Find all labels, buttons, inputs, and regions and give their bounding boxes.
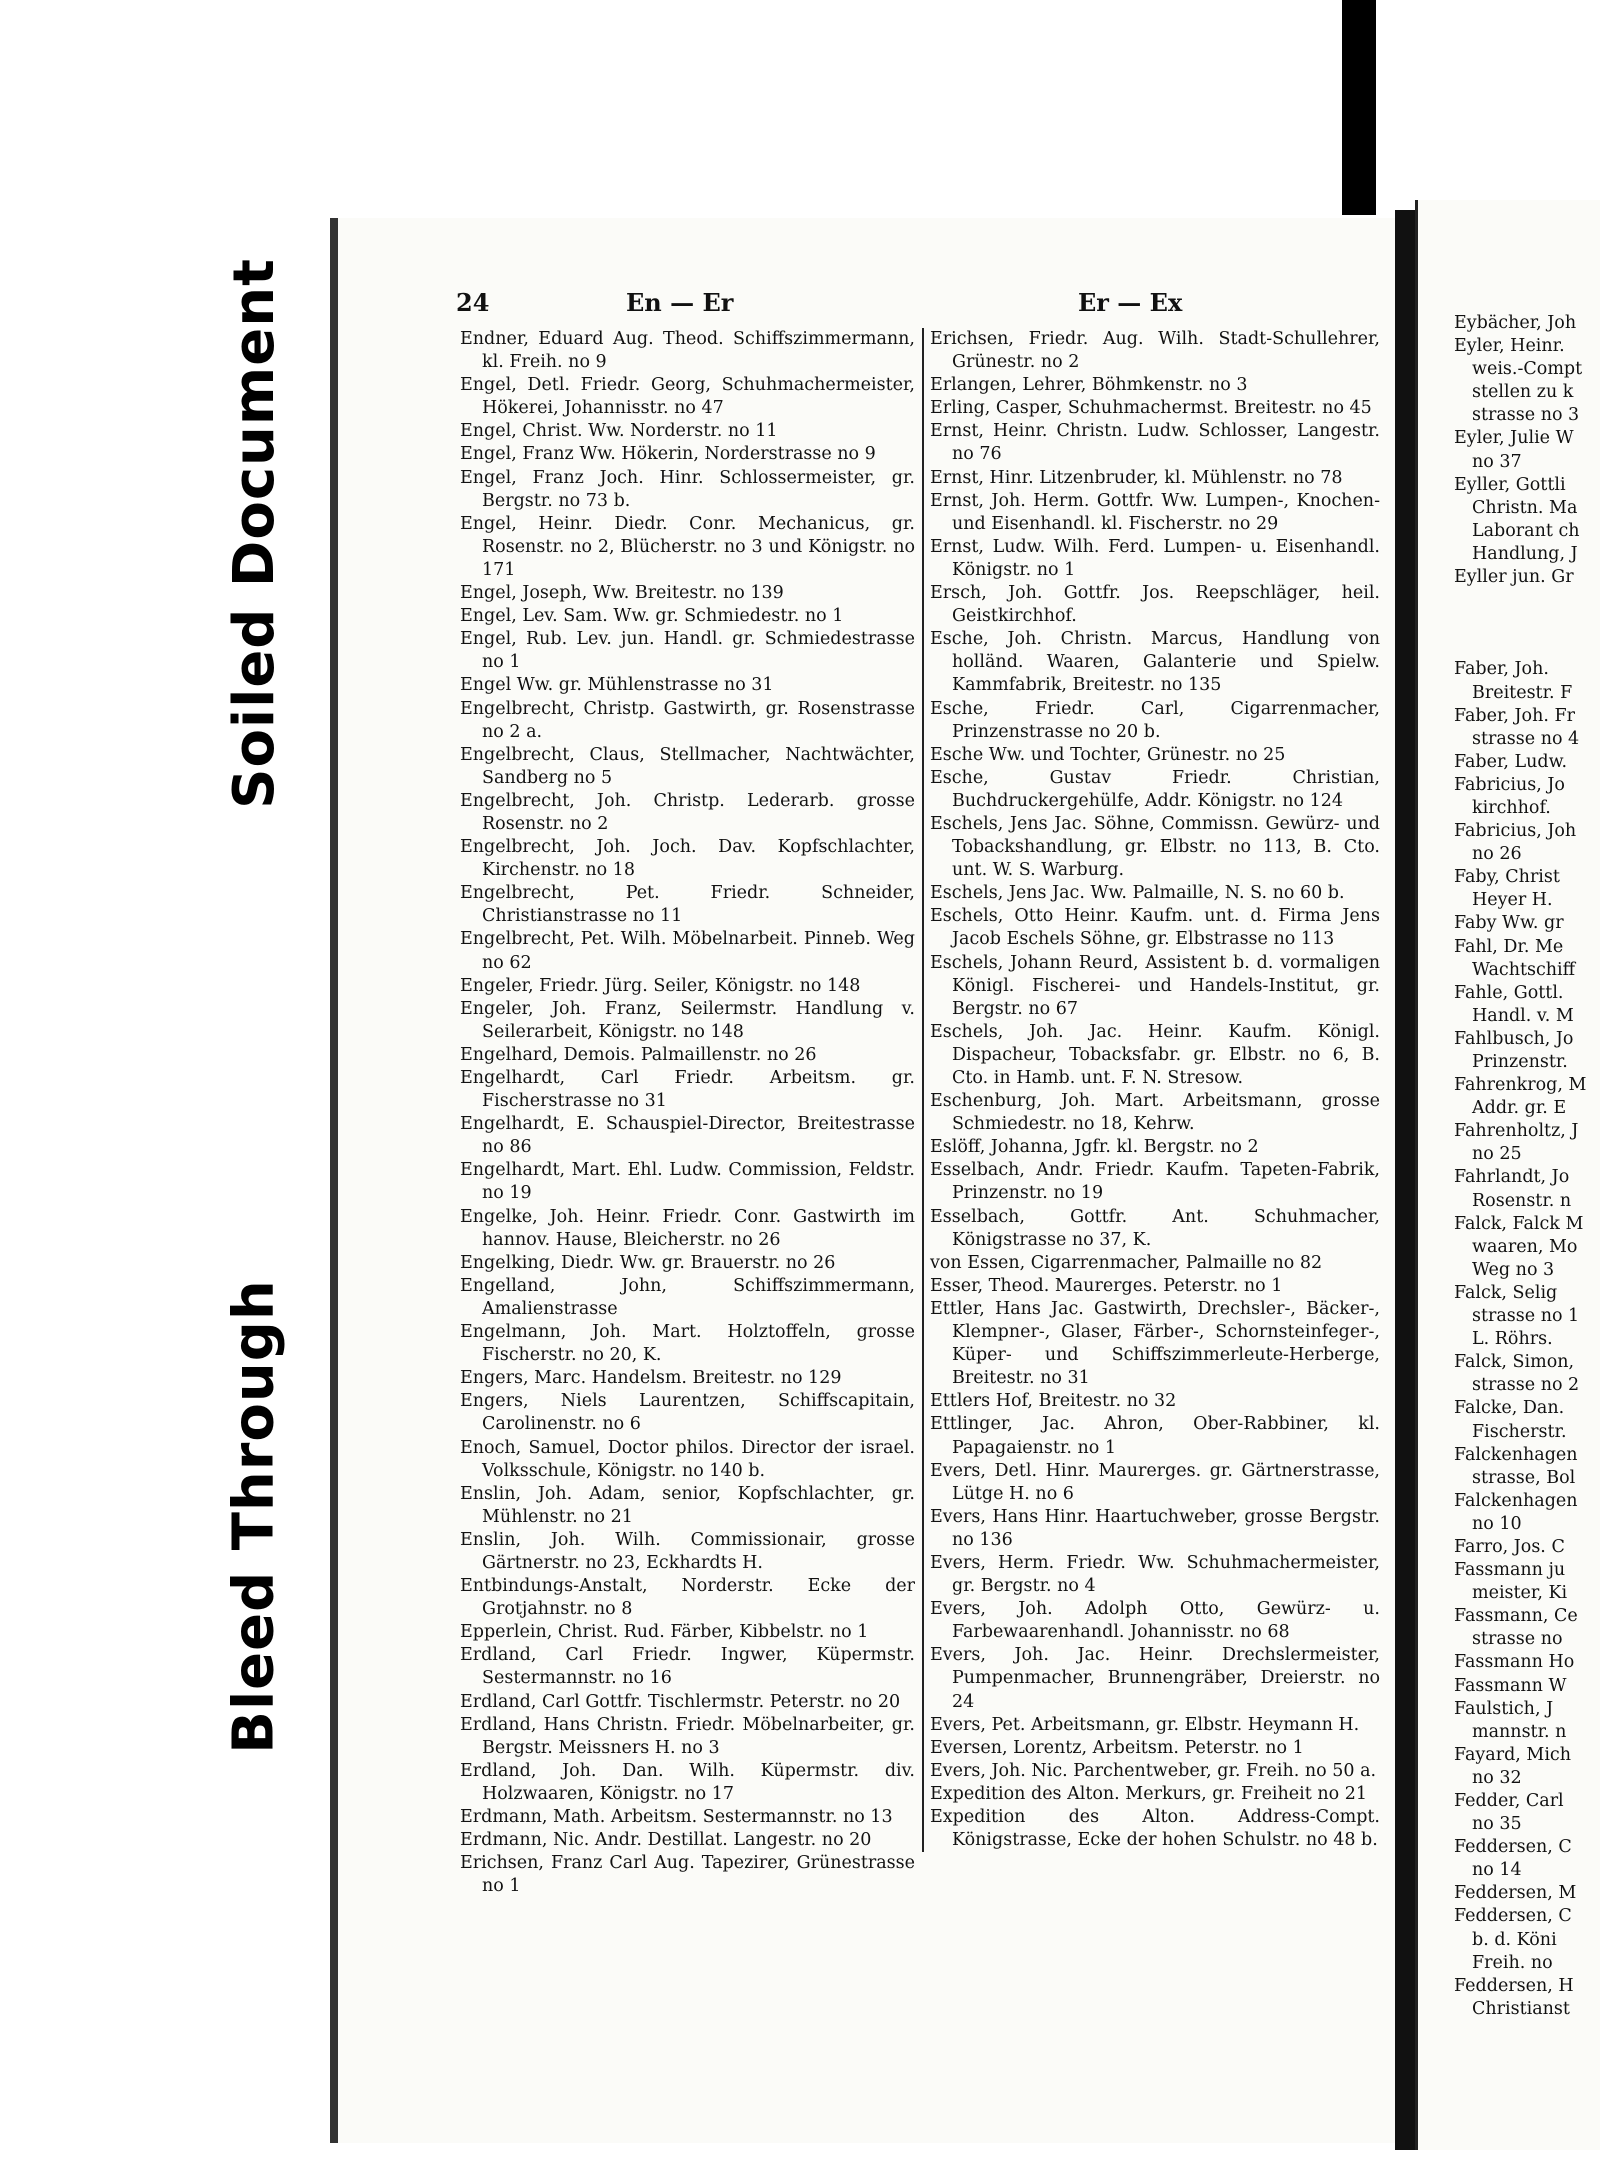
facing-page-line: L. Röhrs. [1472, 1329, 1553, 1350]
directory-entry: Eslöff, Johanna, Jgfr. kl. Bergstr. no 2 [930, 1137, 1259, 1158]
facing-page-line: strasse no 2 [1472, 1375, 1580, 1396]
facing-page-line: Farro, Jos. C [1454, 1536, 1565, 1557]
facing-page-line: Fahle, Gottl. [1454, 982, 1564, 1003]
facing-page-line: Fabricius, Jo [1454, 774, 1565, 795]
facing-page-line: Faby Ww. gr [1454, 913, 1564, 934]
facing-page-line: Faby, Christ [1454, 867, 1560, 888]
directory-entry: Engelbrecht, Joh. Christp. Lederarb. grosse Rosenstr. no 2 [460, 790, 915, 834]
directory-entry: Engel, Detl. Friedr. Georg, Schuhmachermeister, Hökerei, Johannisstr. no 47 [460, 375, 915, 419]
scanned-page [330, 218, 1418, 2143]
soiled-document-stamp [214, 228, 294, 838]
directory-entry: Engelhardt, E. Schauspiel-Director, Breitestrasse no 86 [460, 1114, 915, 1158]
facing-page-line: Eybächer, Joh [1454, 313, 1577, 333]
facing-page-line: Fahlbusch, Jo [1454, 1028, 1574, 1049]
facing-page-line: Feddersen, C [1454, 1906, 1572, 1927]
facing-page-line: Christn. Ma [1472, 497, 1578, 518]
facing-page-line: Faber, Joh. [1454, 659, 1549, 680]
directory-entry: Enoch, Samuel, Doctor philos. Director der israel. Volksschule, Königstr. no 140 b. [460, 1437, 915, 1481]
directory-entry: Engel Ww. gr. Mühlenstrasse no 31 [460, 675, 774, 696]
facing-page-line: Fassmann Ho [1454, 1652, 1575, 1673]
directory-entry: Esche Ww. und Tochter, Grünestr. no 25 [930, 744, 1286, 765]
directory-entry: Expedition des Alton. Address-Compt. Königstrasse, Ecke der hohen Schulstr. no 48 b. [930, 1807, 1380, 1851]
directory-entry: Engelbrecht, Pet. Friedr. Schneider, Christianstrasse no 11 [460, 883, 915, 927]
directory-entry: Esselbach, Gottfr. Ant. Schuhmacher, Königstrasse no 37, K. [930, 1206, 1380, 1250]
directory-entry: Erling, Casper, Schuhmachermst. Breitestr. no 45 [930, 398, 1372, 419]
directory-entry: Enslin, Joh. Adam, senior, Kopfschlachter, gr. Mühlenstr. no 21 [460, 1483, 915, 1527]
directory-entry: Engelhardt, Carl Friedr. Arbeitsm. gr. Fischerstrasse no 31 [460, 1068, 915, 1112]
directory-entry: Engelbrecht, Christp. Gastwirth, gr. Rosenstrasse no 2 a. [460, 698, 915, 742]
soiled-document-label: Soiled Document [221, 257, 287, 809]
directory-entry: Esche, Friedr. Carl, Cigarrenmacher, Prinzenstrasse no 20 b. [930, 698, 1380, 742]
directory-entry: Esselbach, Andr. Friedr. Kaufm. Tapeten-Fabrik, Prinzenstr. no 19 [930, 1160, 1380, 1204]
directory-entry: Ettlinger, Jac. Ahron, Ober-Rabbiner, kl. Papagaienstr. no 1 [930, 1414, 1380, 1458]
page-gutter-shadow [1395, 210, 1415, 2150]
directory-entry: Evers, Herm. Friedr. Ww. Schuhmachermeister, gr. Bergstr. no 4 [930, 1552, 1380, 1597]
directory-entry: Engel, Christ. Ww. Norderstr. no 11 [460, 421, 778, 442]
bleed-through-stamp [214, 1236, 294, 1796]
facing-page-column [1454, 312, 1600, 2021]
directory-entry: Evers, Hans Hinr. Haartuchweber, grosse Bergstr. no 136 [930, 1506, 1380, 1550]
facing-page-line: Faber, Joh. Fr [1454, 705, 1575, 726]
directory-entry: Eschels, Jens Jac. Söhne, Commissn. Gewürz- und Tobackshandlung, gr. Elbstr. no 113, B. Cto. unt. W. S. Warburg. [930, 813, 1380, 881]
directory-entry: Eschels, Otto Heinr. Kaufm. unt. d. Firma Jens Jacob Eschels Söhne, gr. Elbstrasse no 113 [930, 906, 1380, 950]
facing-page-line: waaren, Mo [1472, 1236, 1578, 1257]
directory-entry: Erdmann, Nic. Andr. Destillat. Langestr. no 20 [460, 1830, 872, 1851]
directory-entry: Engelbrecht, Joh. Joch. Dav. Kopfschlachter, Kirchenstr. no 18 [460, 837, 915, 881]
directory-entry: Ersch, Joh. Gottfr. Jos. Reepschläger, heil. Geistkirchhof. [930, 583, 1380, 627]
directory-entry: Engel, Lev. Sam. Ww. gr. Schmiedestr. no 1 [460, 606, 844, 627]
directory-entry: Eschels, Johann Reurd, Assistent b. d. vormaligen Königl. Fischerei- und Handels-Institut, gr. Bergstr. no 67 [930, 952, 1380, 1019]
facing-page-line: Freih. no [1472, 1952, 1553, 1973]
running-head-left: En — Er [626, 288, 734, 317]
facing-page-line: no 35 [1472, 1814, 1522, 1835]
directory-entry: Esche, Gustav Friedr. Christian, Buchdruckergehülfe, Addr. Königstr. no 124 [930, 767, 1380, 811]
directory-entry: Expedition des Alton. Merkurs, gr. Freiheit no 21 [930, 1783, 1367, 1804]
facing-page-line [1454, 612, 1600, 635]
directory-entry: Entbindungs-Anstalt, Norderstr. Ecke der Grotjahnstr. no 8 [460, 1576, 915, 1620]
facing-page-line: Feddersen, C [1454, 1837, 1572, 1858]
directory-entry: Engelke, Joh. Heinr. Friedr. Conr. Gastwirth im hannov. Hause, Bleicherstr. no 26 [460, 1206, 915, 1250]
directory-entry: Esser, Theod. Maurerges. Peterstr. no 1 [930, 1275, 1283, 1296]
facing-page-line: weis.-Compt [1472, 359, 1583, 380]
directory-entry: Evers, Joh. Jac. Heinr. Drechslermeister, Pumpenmacher, Brunnengräber, Dreierstr. no 24 [930, 1645, 1380, 1712]
facing-page [1415, 200, 1600, 2150]
directory-entry: Erdland, Carl Friedr. Ingwer, Küpermstr. Sestermannstr. no 16 [460, 1645, 915, 1689]
directory-entry: Engelbrecht, Pet. Wilh. Möbelnarbeit. Pinneb. Weg no 62 [460, 929, 915, 973]
facing-page-line: mannstr. n [1472, 1721, 1567, 1742]
facing-page-line [1454, 635, 1600, 658]
directory-entry: Evers, Detl. Hinr. Maurerges. gr. Gärtnerstrasse, Lütge H. no 6 [930, 1460, 1380, 1504]
facing-page-line: Breitestr. F [1472, 682, 1573, 703]
directory-entry: Ettler, Hans Jac. Gastwirth, Drechsler-, Bäcker-, Klempner-, Glaser, Färber-, Schornsteinfeger-, Küper- und Schiffszimmerleute-Herberge, Breitestr. no 31 [930, 1298, 1380, 1389]
facing-page-line: Fabricius, Joh [1454, 821, 1577, 842]
directory-entry: Engelbrecht, Claus, Stellmacher, Nachtwächter, Sandberg no 5 [460, 744, 915, 788]
facing-page-line: b. d. Köni [1472, 1929, 1557, 1950]
directory-entry: Ernst, Joh. Herm. Gottfr. Ww. Lumpen-, Knochen- und Eisenhandl. kl. Fischerstr. no 29 [930, 490, 1380, 534]
directory-entry: Engeler, Friedr. Jürg. Seiler, Königstr. no 148 [460, 975, 861, 996]
facing-page-line: no 26 [1472, 844, 1522, 865]
facing-page-line: Fahrenholtz, J [1454, 1121, 1579, 1142]
directory-entry: von Essen, Cigarrenmacher, Palmaille no 82 [930, 1252, 1323, 1273]
facing-page-line: Laborant ch [1472, 520, 1580, 541]
directory-entry: Engel, Franz Ww. Hökerin, Norderstrasse no 9 [460, 444, 876, 465]
facing-page-line: strasse, Bol [1472, 1467, 1576, 1488]
facing-page-line: Heyer H. [1472, 890, 1553, 911]
facing-page-line: strasse no 4 [1472, 728, 1580, 749]
facing-page-line: Wachtschiff [1472, 959, 1576, 980]
directory-entry: Engel, Franz Joch. Hinr. Schlossermeister, gr. Bergstr. no 73 b. [460, 467, 915, 511]
directory-entry: Engel, Rub. Lev. jun. Handl. gr. Schmiedestrasse no 1 [460, 629, 915, 673]
facing-page-line [1454, 589, 1600, 612]
facing-page-line: no 37 [1472, 451, 1522, 472]
facing-page-line: Eyller jun. Gr [1454, 567, 1574, 588]
page-header [338, 288, 1418, 328]
facing-page-line: Weg no 3 [1472, 1259, 1555, 1280]
directory-entry: Ernst, Hinr. Litzenbruder, kl. Mühlenstr. no 78 [930, 467, 1343, 488]
facing-page-line: Falck, Falck M [1454, 1213, 1584, 1234]
facing-page-line: Handl. v. M [1472, 1005, 1574, 1026]
directory-entry: Engers, Niels Laurentzen, Schiffscapitain, Carolinenstr. no 6 [460, 1391, 915, 1435]
directory-entry: Engelhardt, Mart. Ehl. Ludw. Commission, Feldstr. no 19 [460, 1160, 915, 1204]
facing-page-line: Feddersen, H [1454, 1975, 1574, 1996]
directory-entry: Engelmann, Joh. Mart. Holztoffeln, grosse Fischerstr. no 20, K. [460, 1322, 915, 1366]
facing-page-line: Fischerstr. [1472, 1421, 1567, 1442]
film-edge-bar [1342, 0, 1376, 215]
directory-entry: Eschels, Jens Jac. Ww. Palmaille, N. S. no 60 b. [930, 883, 1345, 904]
facing-page-line: Addr. gr. E [1472, 1098, 1567, 1119]
facing-page-line: Falckenhagen [1454, 1490, 1578, 1511]
facing-page-line: Eyller, Gottli [1454, 474, 1566, 495]
directory-entry: Erichsen, Franz Carl Aug. Tapezirer, Grünestrasse no 1 [460, 1853, 915, 1897]
facing-page-line: Fedder, Carl [1454, 1791, 1564, 1811]
facing-page-line: Faulstich, J [1454, 1698, 1554, 1719]
directory-entry: Enslin, Joh. Wilh. Commissionair, grosse Gärtnerstr. no 23, Eckhardts H. [460, 1529, 915, 1573]
directory-entry: Eschenburg, Joh. Mart. Arbeitsmann, grosse Schmiedestr. no 18, Kehrw. [930, 1091, 1380, 1135]
directory-entry: Endner, Eduard Aug. Theod. Schiffszimmermann, kl. Freih. no 9 [460, 329, 915, 373]
facing-page-line: Fayard, Mich [1454, 1744, 1571, 1765]
facing-page-line: Fahrlandt, Jo [1454, 1167, 1570, 1188]
page-number: 24 [456, 288, 490, 317]
facing-page-line: strasse no [1472, 1629, 1563, 1650]
directory-entry: Erdland, Joh. Dan. Wilh. Küpermstr. div. Holzwaaren, Königstr. no 17 [460, 1760, 915, 1804]
facing-page-line: no 10 [1472, 1513, 1522, 1534]
directory-entry: Engeler, Joh. Franz, Seilermstr. Handlung v. Seilerarbeit, Königstr. no 148 [460, 998, 915, 1042]
directory-entry: Engel, Heinr. Diedr. Conr. Mechanicus, gr. Rosenstr. no 2, Blücherstr. no 3 und Königstr. no 171 [460, 513, 915, 580]
facing-page-line: no 32 [1472, 1767, 1522, 1788]
directory-entry: Erlangen, Lehrer, Böhmkenstr. no 3 [930, 375, 1248, 396]
facing-page-line: stellen zu k [1472, 382, 1574, 403]
facing-page-line: Fahl, Dr. Me [1454, 936, 1564, 957]
directory-entry: Erichsen, Friedr. Aug. Wilh. Stadt-Schullehrer, Grünestr. no 2 [930, 329, 1380, 373]
bleed-through-label: Bleed Through [221, 1278, 287, 1754]
facing-page-line: Christianst [1472, 1998, 1570, 2019]
facing-page-line: Fahrenkrog, M [1454, 1075, 1587, 1096]
directory-entry: Ernst, Ludw. Wilh. Ferd. Lumpen- u. Eisenhandl. Königstr. no 1 [930, 536, 1380, 580]
directory-entry: Engers, Marc. Handelsm. Breitestr. no 129 [460, 1368, 842, 1389]
directory-entry: Evers, Joh. Nic. Parchentweber, gr. Freih. no 50 a. [930, 1760, 1377, 1781]
facing-page-line: strasse no 3 [1472, 405, 1580, 426]
directory-entry: Eversen, Lorentz, Arbeitsm. Peterstr. no 1 [930, 1737, 1304, 1758]
facing-page-line: Prinzenstr. [1472, 1052, 1568, 1072]
directory-entry: Erdland, Carl Gottfr. Tischlermstr. Peterstr. no 20 [460, 1691, 901, 1712]
facing-page-line: strasse no 1 [1472, 1306, 1580, 1327]
facing-page-line: no 25 [1472, 1144, 1522, 1165]
facing-page-line: Falck, Selig [1454, 1282, 1558, 1303]
facing-page-line: Rosenstr. n [1472, 1190, 1572, 1211]
directory-entry: Eschels, Joh. Jac. Heinr. Kaufm. Königl. Dispacheur, Tobacksfabr. gr. Elbstr. no 6, B. Cto. in Hamb. unt. F. N. Stresow. [930, 1021, 1380, 1088]
facing-page-line: Falck, Simon, [1454, 1352, 1575, 1373]
facing-page-line: Falckenhagen [1454, 1444, 1578, 1465]
directory-entry: Engelland, John, Schiffszimmermann, Amalienstrasse [460, 1275, 915, 1319]
right-column [922, 328, 1380, 1852]
directory-entry: Esche, Joh. Christn. Marcus, Handlung von holländ. Waaren, Galanterie und Spielw. Kammfabrik, Breitestr. no 135 [930, 629, 1380, 696]
directory-entry: Epperlein, Christ. Rud. Färber, Kibbelstr. no 1 [460, 1622, 869, 1643]
facing-page-line: kirchhof. [1472, 797, 1551, 818]
directory-entry: Ernst, Heinr. Christn. Ludw. Schlosser, Langestr. no 76 [930, 421, 1380, 465]
facing-page-line: no 14 [1472, 1860, 1522, 1881]
facing-page-line: Falcke, Dan. [1454, 1398, 1565, 1419]
directory-entry: Evers, Joh. Adolph Otto, Gewürz- u. Farbewaarenhandl. Johannisstr. no 68 [930, 1599, 1380, 1643]
facing-page-line: Handlung, J [1472, 543, 1578, 564]
left-column [460, 328, 915, 1898]
facing-page-line: Fassmann, Ce [1454, 1606, 1578, 1627]
facing-page-line: meister, Ki [1472, 1583, 1568, 1604]
directory-entry: Evers, Pet. Arbeitsmann, gr. Elbstr. Heymann H. [930, 1714, 1360, 1735]
facing-page-line: Eyler, Heinr. [1454, 336, 1565, 357]
directory-entry: Engelhard, Demois. Palmaillenstr. no 26 [460, 1044, 817, 1065]
facing-page-line: Fassmann W [1454, 1675, 1567, 1696]
directory-entry: Erdmann, Math. Arbeitsm. Sestermannstr. no 13 [460, 1807, 893, 1827]
directory-entry: Engel, Joseph, Ww. Breitestr. no 139 [460, 583, 784, 604]
facing-page-line: Eyler, Julie W [1454, 428, 1574, 449]
directory-entry: Ettlers Hof, Breitestr. no 32 [930, 1391, 1177, 1412]
facing-page-line: Faber, Ludw. [1454, 751, 1568, 772]
directory-entry: Erdland, Hans Christn. Friedr. Möbelnarbeiter, gr. Bergstr. Meissners H. no 3 [460, 1714, 915, 1758]
running-head-right: Er — Ex [1078, 288, 1183, 317]
directory-entry: Engelking, Diedr. Ww. gr. Brauerstr. no 26 [460, 1252, 836, 1273]
facing-page-line: Feddersen, M [1454, 1883, 1577, 1904]
facing-page-line: Fassmann ju [1454, 1560, 1566, 1581]
